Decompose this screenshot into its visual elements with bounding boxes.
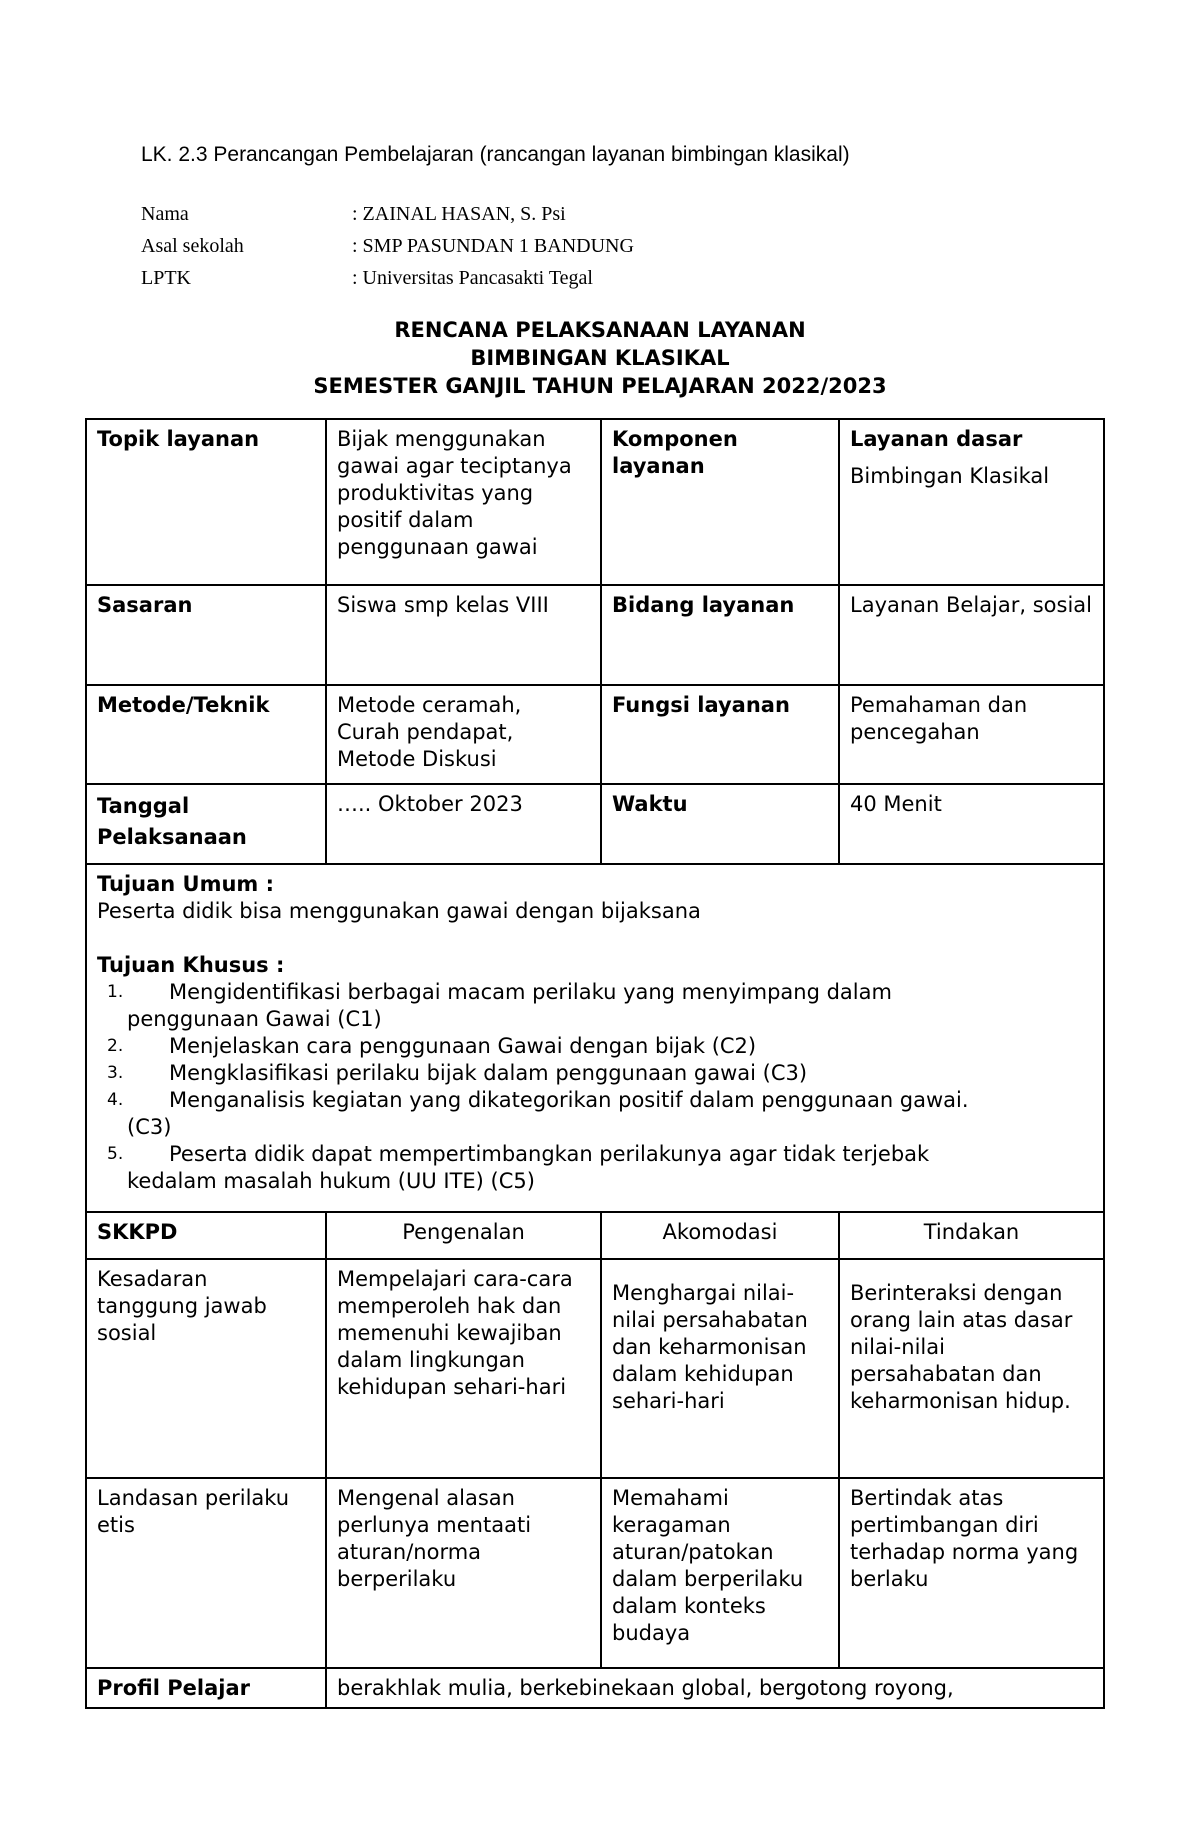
value-topik-layanan: Bijak menggunakan gawai agar teciptanya produktivitas yang positif dalam penggunaan gawai (326, 419, 601, 585)
document-title: LK. 2.3 Perancangan Pembelajaran (rancangan layanan bimbingan klasikal) (141, 143, 850, 166)
value-komponen-head: Layanan dasar (850, 427, 1023, 451)
akomodasi-cell: Menghargai nilai-nilai persahabatan dan keharmonisan dalam kehidupan sehari-hari (601, 1259, 839, 1478)
metode-line: Metode ceramah, (337, 693, 522, 717)
list-item (97, 1087, 1093, 1141)
value-metode-teknik (326, 685, 601, 784)
tujuan-cell (86, 864, 1104, 1212)
plan-heading (0, 316, 1200, 400)
list-text: Mengidentifikasi berbagai macam perilaku yang menyimpang dalam (169, 980, 892, 1004)
heading-line-3: SEMESTER GANJIL TAHUN PELAJARAN 2022/2023 (313, 374, 887, 398)
tindakan-header: Tindakan (839, 1212, 1104, 1259)
list-number: 4. (107, 1090, 124, 1110)
value-komponen-layanan (839, 419, 1104, 585)
list-text: Menganalisis kegiatan yang dikategorikan positif dalam penggunaan gawai. (169, 1088, 969, 1112)
skkpd-row-landasan (86, 1478, 1104, 1668)
list-text: Mengklasifikasi perilaku bijak dalam penggunaan gawai (C3) (169, 1061, 808, 1085)
row-tanggal (86, 784, 1104, 864)
list-text: Menjelaskan cara penggunaan Gawai dengan bijak (C2) (169, 1034, 757, 1058)
row-profil-pelajar (86, 1668, 1104, 1708)
pengenalan-cell: Mengenal alasan perlunya mentaati aturan/norma berperilaku (326, 1478, 601, 1668)
row-tujuan (86, 864, 1104, 1212)
identity-label: Asal sekolah (141, 235, 244, 257)
identity-row-lptk (141, 262, 634, 294)
row-sasaran (86, 585, 1104, 685)
identity-row-asal-sekolah (141, 230, 634, 262)
tindakan-cell: Bertindak atas pertimbangan diri terhadap norma yang berlaku (839, 1478, 1104, 1668)
identity-value: : Universitas Pancasakti Tegal (352, 267, 593, 289)
list-number: 1. (107, 982, 124, 1002)
metode-line: Curah pendapat, (337, 720, 514, 744)
list-item (97, 979, 1093, 1033)
row-metode (86, 685, 1104, 784)
value-bidang-layanan: Layanan Belajar, sosial (839, 585, 1104, 685)
label-waktu: Waktu (601, 784, 839, 864)
list-item (97, 1033, 1093, 1060)
row-topik (86, 419, 1104, 585)
skkpd-header-row (86, 1212, 1104, 1259)
identity-row-nama (141, 198, 634, 230)
label-komponen-layanan: Komponen layanan (601, 419, 839, 585)
value-tanggal-pelaksanaan: ….. Oktober 2023 (326, 784, 601, 864)
akomodasi-header: Akomodasi (601, 1212, 839, 1259)
list-text-cont: penggunaan Gawai (C1) (127, 1007, 382, 1031)
label-fungsi-layanan: Fungsi layanan (601, 685, 839, 784)
list-text-cont: (C3) (127, 1115, 172, 1139)
skkpd-header: SKKPD (86, 1212, 326, 1259)
plan-table (85, 418, 1105, 1709)
list-item (97, 1141, 1093, 1195)
tujuan-umum-title: Tujuan Umum : (97, 872, 275, 896)
value-profil-pelajar: berakhlak mulia, berkebinekaan global, bergotong royong, (326, 1668, 1104, 1708)
identity-label: LPTK (141, 267, 191, 289)
pengenalan-cell: Mempelajari cara-cara memperoleh hak dan memenuhi kewajiban dalam lingkungan kehidupan sehari-hari (326, 1259, 601, 1478)
value-waktu: 40 Menit (839, 784, 1104, 864)
skkpd-cell: Kesadaran tanggung jawab sosial (86, 1259, 326, 1478)
skkpd-cell: Landasan perilaku etis (86, 1478, 326, 1668)
identity-value: : ZAINAL HASAN, S. Psi (352, 203, 566, 225)
identity-block (141, 198, 634, 294)
tujuan-umum-text: Peserta didik bisa menggunakan gawai dengan bijaksana (97, 899, 701, 923)
heading-line-2: BIMBINGAN KLASIKAL (470, 346, 730, 370)
value-sasaran: Siswa smp kelas VIII (326, 585, 601, 685)
heading-line-1: RENCANA PELAKSANAAN LAYANAN (394, 318, 806, 342)
label-sasaran: Sasaran (86, 585, 326, 685)
tujuan-khusus-list (97, 979, 1093, 1195)
tujuan-khusus-title: Tujuan Khusus : (97, 953, 285, 977)
list-text: Peserta didik dapat mempertimbangkan perilakunya agar tidak terjebak (169, 1142, 930, 1166)
metode-line: Metode Diskusi (337, 747, 497, 771)
list-number: 3. (107, 1063, 124, 1083)
identity-label: Nama (141, 203, 189, 225)
skkpd-row-kesadaran (86, 1259, 1104, 1478)
identity-value: : SMP PASUNDAN 1 BANDUNG (352, 235, 634, 257)
list-item (97, 1060, 1093, 1087)
list-number: 2. (107, 1036, 124, 1056)
akomodasi-cell: Memahami keragaman aturan/patokan dalam berperilaku dalam konteks budaya (601, 1478, 839, 1668)
label-topik-layanan: Topik layanan (86, 419, 326, 585)
list-text-cont: kedalam masalah hukum (UU ITE) (C5) (127, 1169, 535, 1193)
pengenalan-header: Pengenalan (326, 1212, 601, 1259)
list-number: 5. (107, 1144, 124, 1164)
value-fungsi-layanan: Pemahaman dan pencegahan (839, 685, 1104, 784)
label-profil-pelajar: Profil Pelajar (86, 1668, 326, 1708)
value-komponen-sub: Bimbingan Klasikal (850, 464, 1050, 488)
tindakan-cell: Berinteraksi dengan orang lain atas dasar nilai-nilai persahabatan dan keharmonisan hidup. (839, 1259, 1104, 1478)
label-tanggal-pelaksanaan: Tanggal Pelaksanaan (86, 784, 326, 864)
label-bidang-layanan: Bidang layanan (601, 585, 839, 685)
label-metode-teknik: Metode/Teknik (86, 685, 326, 784)
